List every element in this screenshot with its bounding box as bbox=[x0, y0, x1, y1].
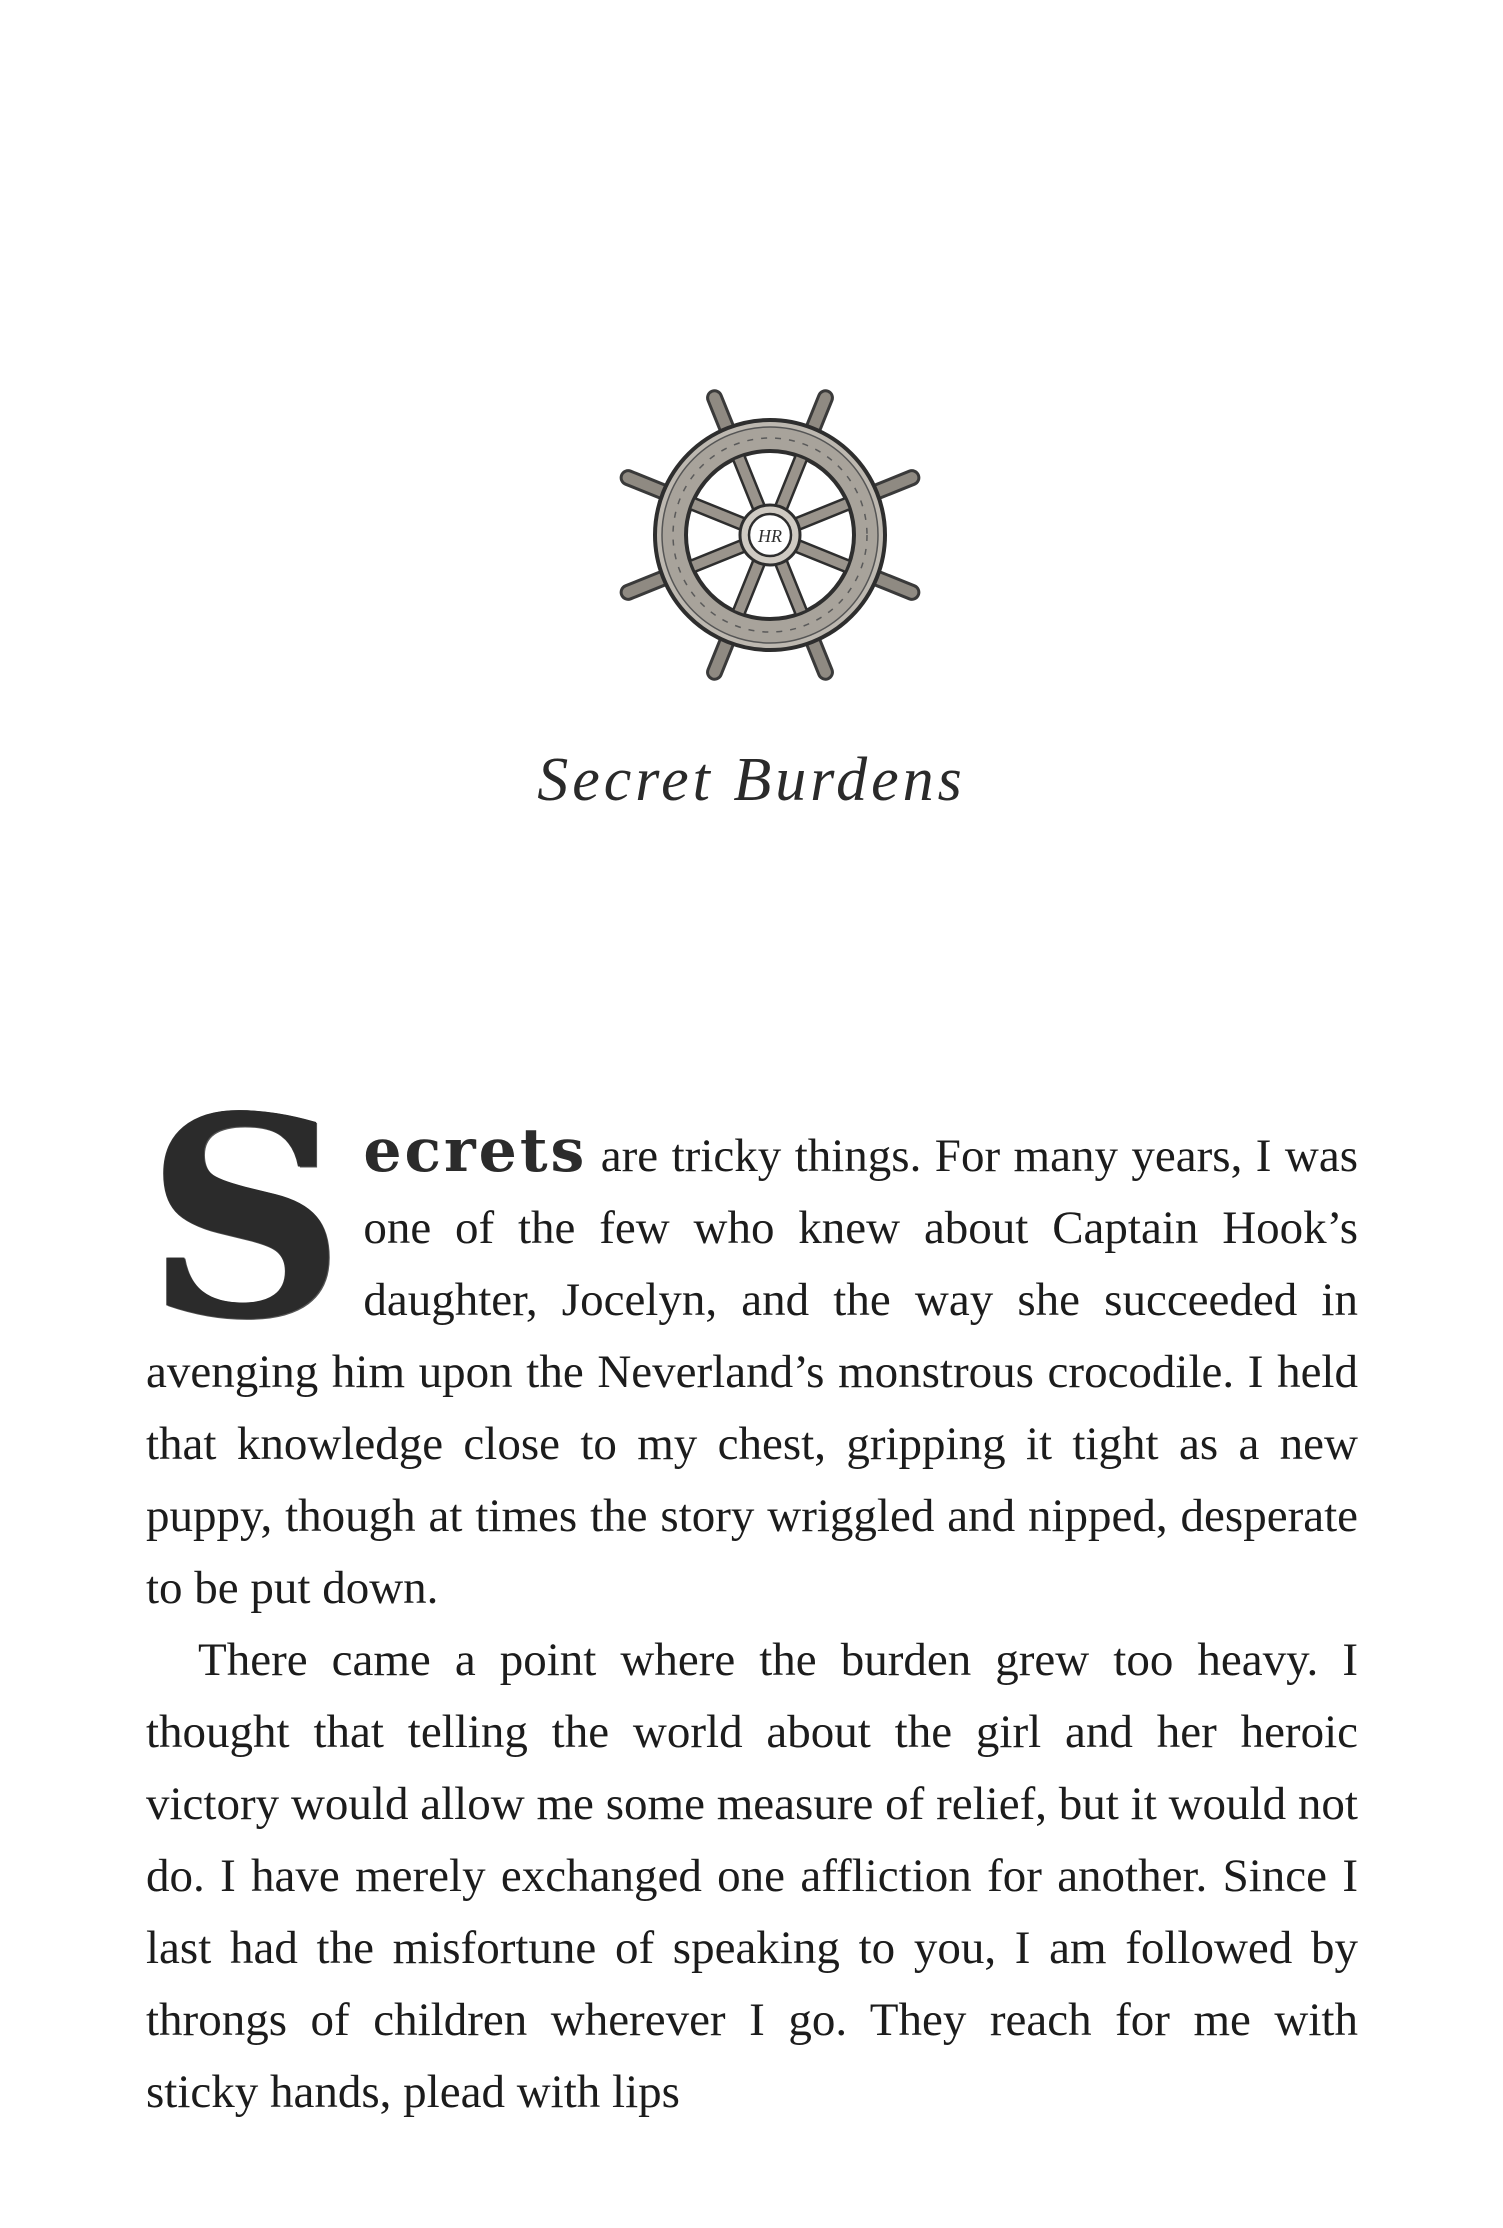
ships-wheel-icon bbox=[605, 380, 935, 690]
drop-cap: S bbox=[146, 1057, 346, 1381]
chapter-title: Secret Burdens bbox=[537, 746, 966, 814]
paragraph-1-text: are tricky things. For many years, I was one of the few who knew about Captain Hook’s daughter, Jocelyn, and the way she succeeded in avenging him upon the Neverland’s monstrous crocodile. I held that knowledge close to my chest, gripping it tight as a new puppy, though at times the story wriggled and nipped, desperate to be put down. bbox=[146, 1130, 1358, 1614]
body-text bbox=[146, 1057, 1358, 2128]
lead-word: ecrets bbox=[363, 1116, 588, 1186]
paragraph-1 bbox=[146, 1057, 1358, 1624]
wheel-monogram: HR bbox=[758, 526, 782, 546]
paragraph-2: There came a point where the burden grew too heavy. I thought that telling the world about the girl and her heroic victory would allow me some measure of relief, but it would not do. I have merely exchanged one affliction for another. Since I last had the misfortune of speaking to you, I am followed by throngs of children wherever I go. They reach for me with sticky hands, plead with lips bbox=[146, 1634, 1358, 2118]
